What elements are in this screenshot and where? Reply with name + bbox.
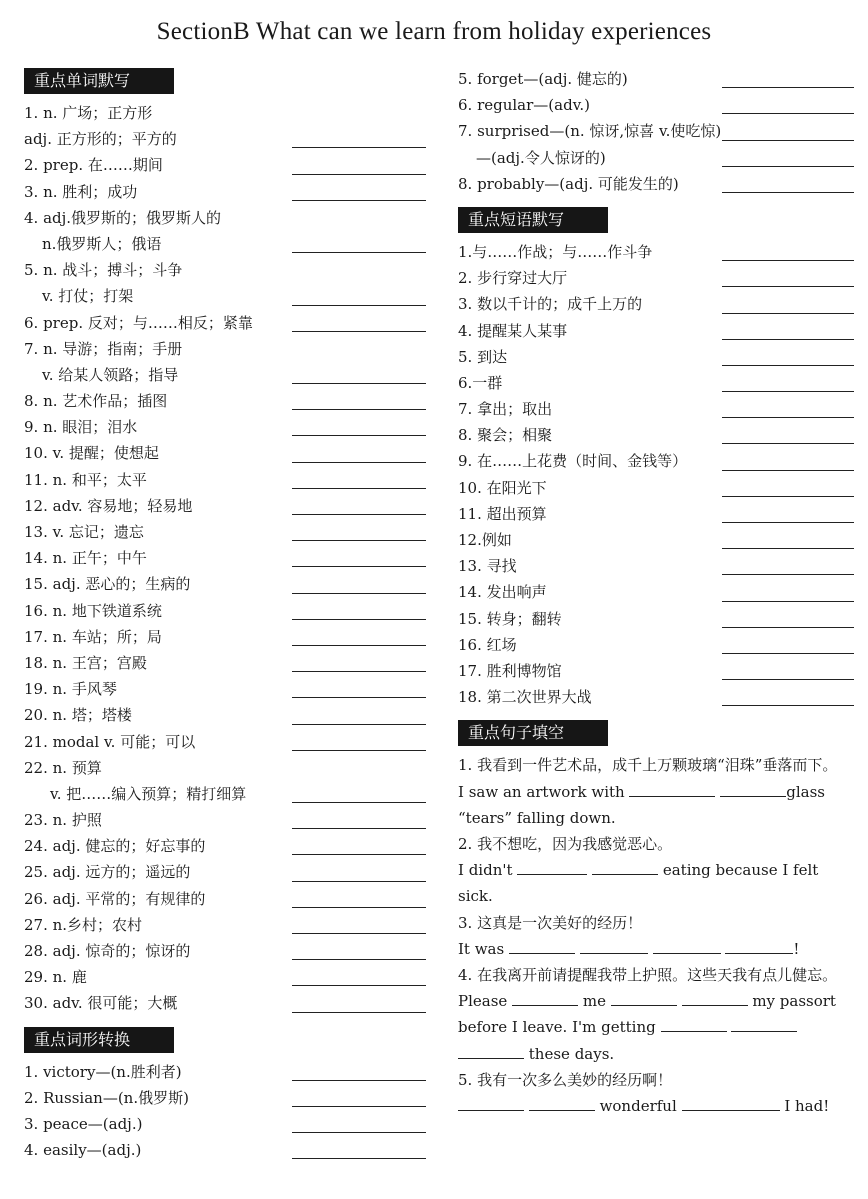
list-item bbox=[24, 283, 426, 309]
item-text: 3. n. 胜利；成功 bbox=[24, 182, 138, 201]
answer-blank[interactable] bbox=[509, 938, 575, 954]
item-text: 25. adj. 远方的；遥远的 bbox=[24, 863, 191, 882]
item-text: 16. n. 地下铁道系统 bbox=[24, 601, 162, 620]
answer-blank[interactable] bbox=[722, 140, 854, 141]
item-text: 12.例如 bbox=[458, 531, 512, 549]
answer-blank[interactable] bbox=[529, 1095, 595, 1111]
list-item bbox=[24, 807, 426, 833]
item-text: 20. n. 塔；塔楼 bbox=[24, 706, 132, 725]
answer-blank[interactable] bbox=[722, 365, 854, 366]
item-text: 18. 第二次世界大战 bbox=[458, 688, 592, 707]
item-text: 10. 在阳光下 bbox=[458, 478, 547, 497]
answer-blank[interactable] bbox=[292, 645, 426, 646]
phrases-section-header: 重点短语默写 bbox=[458, 207, 608, 233]
sentence-5-chinese: 5. 我有一次多么美妙的经历啊！ bbox=[458, 1070, 673, 1089]
answer-blank[interactable] bbox=[292, 488, 426, 489]
list-item bbox=[24, 571, 426, 597]
item-text: 8. 聚会；相聚 bbox=[458, 426, 553, 445]
list-item bbox=[458, 684, 854, 710]
list-item bbox=[24, 205, 426, 231]
answer-blank[interactable] bbox=[292, 200, 426, 201]
answer-blank[interactable] bbox=[722, 87, 854, 88]
list-item bbox=[458, 527, 854, 553]
answer-blank[interactable] bbox=[292, 435, 426, 436]
answer-blank[interactable] bbox=[292, 514, 426, 515]
answer-blank[interactable] bbox=[292, 697, 426, 698]
answer-blank[interactable] bbox=[722, 192, 854, 193]
item-text: v. 把……编入预算；精打细算 bbox=[50, 784, 247, 803]
sentence-4-english-cont2 bbox=[458, 1041, 854, 1067]
sentence-4-chinese: 4. 在我离开前请提醒我带上护照。这些天我有点儿健忘。 bbox=[458, 965, 838, 984]
answer-blank[interactable] bbox=[722, 627, 854, 628]
answer-blank[interactable] bbox=[292, 305, 426, 306]
list-item bbox=[24, 179, 426, 205]
answer-blank[interactable] bbox=[292, 331, 426, 332]
item-text: adj. 正方形的；平方的 bbox=[24, 130, 177, 149]
list-item bbox=[24, 310, 426, 336]
item-text: 11. 超出预算 bbox=[458, 504, 547, 523]
text-fragment: Please bbox=[458, 992, 508, 1011]
item-text: 16. 红场 bbox=[458, 635, 517, 654]
item-text: 7. surprised—(n. 惊讶,惊喜 v.使吃惊) bbox=[458, 122, 722, 141]
item-text: 7. n. 导游；指南；手册 bbox=[24, 339, 183, 358]
sentence-3-chinese: 3. 这真是一次美好的经历！ bbox=[458, 913, 643, 932]
list-item bbox=[24, 414, 426, 440]
list-item bbox=[24, 126, 426, 152]
answer-blank[interactable] bbox=[292, 802, 426, 803]
answer-blank[interactable] bbox=[292, 147, 426, 148]
item-text: 24. adj. 健忘的；好忘事的 bbox=[24, 837, 206, 856]
sentence-2-english bbox=[458, 857, 854, 883]
answer-blank[interactable] bbox=[292, 409, 426, 410]
list-item bbox=[24, 336, 426, 362]
answer-blank[interactable] bbox=[292, 933, 426, 934]
item-text: v. 打仗；打架 bbox=[42, 287, 134, 306]
list-item bbox=[24, 912, 426, 938]
answer-blank[interactable] bbox=[722, 679, 854, 680]
list-item bbox=[24, 650, 426, 676]
list-item bbox=[458, 171, 854, 197]
item-text: —(adj.令人惊讶的) bbox=[476, 148, 606, 167]
word-forms-list-continued bbox=[458, 66, 854, 197]
answer-blank[interactable] bbox=[292, 1106, 426, 1107]
text-fragment: glass bbox=[786, 782, 825, 801]
item-text: 12. adv. 容易地；轻易地 bbox=[24, 496, 193, 515]
list-item bbox=[24, 598, 426, 624]
item-text: 5. forget—(adj. 健忘的) bbox=[458, 70, 628, 88]
list-item bbox=[24, 886, 426, 912]
item-text: 15. adj. 恶心的；生病的 bbox=[24, 575, 191, 594]
item-text: 6. prep. 反对；与……相反；紧靠 bbox=[24, 313, 253, 332]
item-text: 6.一群 bbox=[458, 373, 503, 392]
list-item bbox=[458, 475, 854, 501]
list-item bbox=[458, 553, 854, 579]
list-item bbox=[24, 729, 426, 755]
page-title: SectionB What can we learn from holiday experiences bbox=[156, 18, 712, 45]
answer-blank[interactable] bbox=[722, 417, 854, 418]
text-fragment: me bbox=[582, 992, 606, 1011]
answer-blank[interactable] bbox=[661, 1016, 727, 1032]
sentence-3-english bbox=[458, 936, 854, 962]
answer-blank[interactable] bbox=[722, 166, 854, 167]
item-text: 17. 胜利博物馆 bbox=[458, 661, 562, 680]
item-text: 1. n. 广场；正方形 bbox=[24, 104, 153, 122]
text-fragment: I didn't bbox=[458, 861, 513, 880]
answer-blank[interactable] bbox=[292, 566, 426, 567]
item-text: 30. adv. 很可能；大概 bbox=[24, 994, 178, 1013]
answer-blank[interactable] bbox=[292, 1080, 426, 1081]
sentence-2-chinese: 2. 我不想吃，因为我感觉恶心。 bbox=[458, 834, 673, 853]
item-text: 23. n. 护照 bbox=[24, 811, 102, 830]
answer-blank[interactable] bbox=[722, 313, 854, 314]
list-item bbox=[458, 579, 854, 605]
answer-blank[interactable] bbox=[722, 601, 854, 602]
text-fragment: I saw an artwork with bbox=[458, 782, 625, 801]
answer-blank[interactable] bbox=[682, 990, 748, 1006]
list-item bbox=[24, 781, 426, 807]
item-text: v. 给某人领路；指导 bbox=[42, 365, 179, 384]
phrases-list bbox=[458, 239, 854, 710]
item-text: n.俄罗斯人；俄语 bbox=[42, 234, 162, 253]
text-fragment: these days. bbox=[528, 1044, 615, 1063]
answer-blank[interactable] bbox=[580, 938, 648, 954]
answer-blank[interactable] bbox=[722, 522, 854, 523]
list-item bbox=[458, 422, 854, 448]
item-text: 14. n. 正午；中午 bbox=[24, 549, 147, 568]
answer-blank[interactable] bbox=[592, 859, 658, 875]
item-text: 29. n. 鹿 bbox=[24, 968, 87, 987]
word-forms-list bbox=[24, 1059, 426, 1164]
vocab-list bbox=[24, 100, 426, 1017]
list-item bbox=[458, 396, 854, 422]
list-item bbox=[458, 265, 854, 291]
item-text: 6. regular—(adv.) bbox=[458, 96, 591, 115]
answer-blank[interactable] bbox=[722, 113, 854, 114]
answer-blank[interactable] bbox=[292, 252, 426, 253]
sentence-1-english bbox=[458, 779, 854, 805]
vocab-section-header: 重点单词默写 bbox=[24, 68, 174, 94]
answer-blank[interactable] bbox=[722, 339, 854, 340]
list-item bbox=[458, 318, 854, 344]
item-text: 27. n.乡村；农村 bbox=[24, 915, 143, 934]
item-text: 11. n. 和平；太平 bbox=[24, 470, 147, 489]
list-item bbox=[24, 493, 426, 519]
item-text: 8. n. 艺术作品；插图 bbox=[24, 392, 168, 411]
answer-blank[interactable] bbox=[458, 1095, 524, 1111]
list-item bbox=[458, 632, 854, 658]
list-item bbox=[24, 100, 426, 126]
answer-blank[interactable] bbox=[292, 959, 426, 960]
answer-blank[interactable] bbox=[722, 260, 854, 261]
item-text: 19. n. 手风琴 bbox=[24, 680, 117, 699]
item-text: 3. peace—(adj.) bbox=[24, 1114, 143, 1133]
item-text: 9. n. 眼泪；泪水 bbox=[24, 418, 138, 437]
list-item bbox=[458, 344, 854, 370]
list-item bbox=[458, 92, 854, 118]
item-text: 5. n. 战斗；搏斗；斗争 bbox=[24, 261, 183, 280]
answer-blank[interactable] bbox=[512, 990, 578, 1006]
answer-blank[interactable] bbox=[292, 1132, 426, 1133]
list-item bbox=[24, 938, 426, 964]
item-text: 28. adj. 惊奇的；惊讶的 bbox=[24, 942, 191, 960]
sentence-5-english bbox=[458, 1093, 854, 1119]
text-fragment: It was bbox=[458, 939, 505, 958]
item-text: 2. Russian—(n.俄罗斯) bbox=[24, 1088, 189, 1107]
answer-blank[interactable] bbox=[629, 781, 715, 797]
answer-blank[interactable] bbox=[292, 985, 426, 986]
item-text: 4. easily—(adj.) bbox=[24, 1141, 142, 1160]
list-item bbox=[24, 1111, 426, 1137]
list-item bbox=[24, 362, 426, 388]
text-fragment: wonderful bbox=[599, 1096, 677, 1115]
item-text: 8. probably—(adj. 可能发生的) bbox=[458, 174, 679, 193]
list-item bbox=[24, 702, 426, 728]
answer-blank[interactable] bbox=[722, 391, 854, 392]
list-item bbox=[458, 145, 854, 171]
list-item bbox=[24, 833, 426, 859]
item-text: 7. 拿出；取出 bbox=[458, 400, 553, 419]
answer-blank[interactable] bbox=[722, 496, 854, 497]
list-item bbox=[458, 118, 854, 144]
list-item bbox=[24, 1137, 426, 1163]
answer-blank[interactable] bbox=[292, 854, 426, 855]
list-item bbox=[458, 448, 854, 474]
list-item bbox=[24, 257, 426, 283]
sentence-4-english-cont bbox=[458, 1014, 854, 1040]
answer-blank[interactable] bbox=[292, 462, 426, 463]
list-item bbox=[458, 239, 854, 265]
list-item bbox=[24, 545, 426, 571]
item-text: 1. victory—(n.胜利者) bbox=[24, 1062, 182, 1081]
list-item bbox=[24, 440, 426, 466]
list-item bbox=[458, 606, 854, 632]
answer-blank[interactable] bbox=[722, 548, 854, 549]
answer-blank[interactable] bbox=[722, 705, 854, 706]
list-item bbox=[24, 755, 426, 781]
answer-blank[interactable] bbox=[292, 383, 426, 384]
item-text: 18. n. 王宫；宫殿 bbox=[24, 653, 147, 672]
item-text: 15. 转身；翻转 bbox=[458, 609, 562, 628]
list-item bbox=[24, 1059, 426, 1085]
answer-blank[interactable] bbox=[731, 1016, 797, 1032]
list-item bbox=[458, 66, 854, 92]
text-fragment: before I leave. I'm getting bbox=[458, 1018, 656, 1037]
item-text: 13. v. 忘记；遗忘 bbox=[24, 523, 144, 541]
list-item bbox=[458, 291, 854, 317]
answer-blank[interactable] bbox=[722, 470, 854, 471]
answer-blank[interactable] bbox=[292, 724, 426, 725]
text-fragment: eating because I felt bbox=[662, 861, 819, 880]
list-item bbox=[24, 519, 426, 545]
item-text: 17. n. 车站；所；局 bbox=[24, 627, 162, 646]
sentence-1-chinese: 1. 我看到一件艺术品，成千上万颗玻璃“泪珠”垂落而下。 bbox=[458, 756, 838, 775]
item-text: 9. 在……上花费（时间、金钱等） bbox=[458, 452, 688, 471]
answer-blank[interactable] bbox=[517, 859, 587, 875]
list-item bbox=[24, 859, 426, 885]
list-item bbox=[24, 1085, 426, 1111]
list-item bbox=[24, 676, 426, 702]
item-text: 10. v. 提醒；使想起 bbox=[24, 444, 159, 463]
list-item bbox=[24, 624, 426, 650]
answer-blank[interactable] bbox=[611, 990, 677, 1006]
list-item bbox=[24, 231, 426, 257]
answer-blank[interactable] bbox=[720, 781, 786, 797]
answer-blank[interactable] bbox=[722, 443, 854, 444]
item-text: 14. 发出响声 bbox=[458, 583, 547, 602]
item-text: 4. adj.俄罗斯的；俄罗斯人的 bbox=[24, 208, 222, 227]
answer-blank[interactable] bbox=[292, 671, 426, 672]
sentences-list bbox=[458, 752, 854, 1119]
answer-blank[interactable] bbox=[292, 540, 426, 541]
answer-blank[interactable] bbox=[292, 828, 426, 829]
sentence-1-english-cont: “tears” falling down. bbox=[458, 808, 616, 827]
sentence-4-english bbox=[458, 988, 854, 1014]
item-text: 5. 到达 bbox=[458, 347, 508, 366]
list-item bbox=[458, 370, 854, 396]
answer-blank[interactable] bbox=[682, 1095, 780, 1111]
item-text: 4. 提醒某人某事 bbox=[458, 321, 568, 340]
answer-blank[interactable] bbox=[653, 938, 721, 954]
left-column bbox=[24, 68, 426, 1163]
answer-blank[interactable] bbox=[292, 1158, 426, 1159]
item-text: 26. adj. 平常的；有规律的 bbox=[24, 889, 206, 908]
answer-blank[interactable] bbox=[725, 938, 793, 954]
sentences-section-header: 重点句子填空 bbox=[458, 720, 608, 746]
answer-blank[interactable] bbox=[292, 750, 426, 751]
item-text: 3. 数以千计的；成千上万的 bbox=[458, 295, 643, 314]
text-fragment: my passort bbox=[752, 992, 836, 1011]
answer-blank[interactable] bbox=[292, 174, 426, 175]
answer-blank[interactable] bbox=[292, 907, 426, 908]
list-item bbox=[458, 658, 854, 684]
item-text: 1.与……作战；与……作斗争 bbox=[458, 242, 653, 261]
item-text: 2. prep. 在……期间 bbox=[24, 156, 163, 175]
list-item bbox=[24, 152, 426, 178]
list-item bbox=[24, 990, 426, 1016]
right-column bbox=[458, 68, 854, 1119]
item-text: 2. 步行穿过大厅 bbox=[458, 269, 568, 288]
answer-blank[interactable] bbox=[292, 1012, 426, 1013]
item-text: 22. n. 预算 bbox=[24, 758, 102, 777]
word-forms-section-header: 重点词形转换 bbox=[24, 1027, 174, 1053]
sentence-2-english-cont: sick. bbox=[458, 887, 493, 906]
answer-blank[interactable] bbox=[292, 619, 426, 620]
item-text: 21. modal v. 可能；可以 bbox=[24, 732, 196, 751]
text-fragment: ! bbox=[793, 939, 800, 958]
answer-blank[interactable] bbox=[458, 1043, 524, 1059]
list-item bbox=[24, 467, 426, 493]
answer-blank[interactable] bbox=[292, 593, 426, 594]
list-item bbox=[24, 388, 426, 414]
answer-blank[interactable] bbox=[722, 286, 854, 287]
answer-blank[interactable] bbox=[292, 881, 426, 882]
answer-blank[interactable] bbox=[722, 574, 854, 575]
list-item bbox=[458, 501, 854, 527]
answer-blank[interactable] bbox=[722, 653, 854, 654]
text-fragment: I had! bbox=[784, 1096, 830, 1115]
item-text: 13. 寻找 bbox=[458, 557, 517, 576]
list-item bbox=[24, 964, 426, 990]
